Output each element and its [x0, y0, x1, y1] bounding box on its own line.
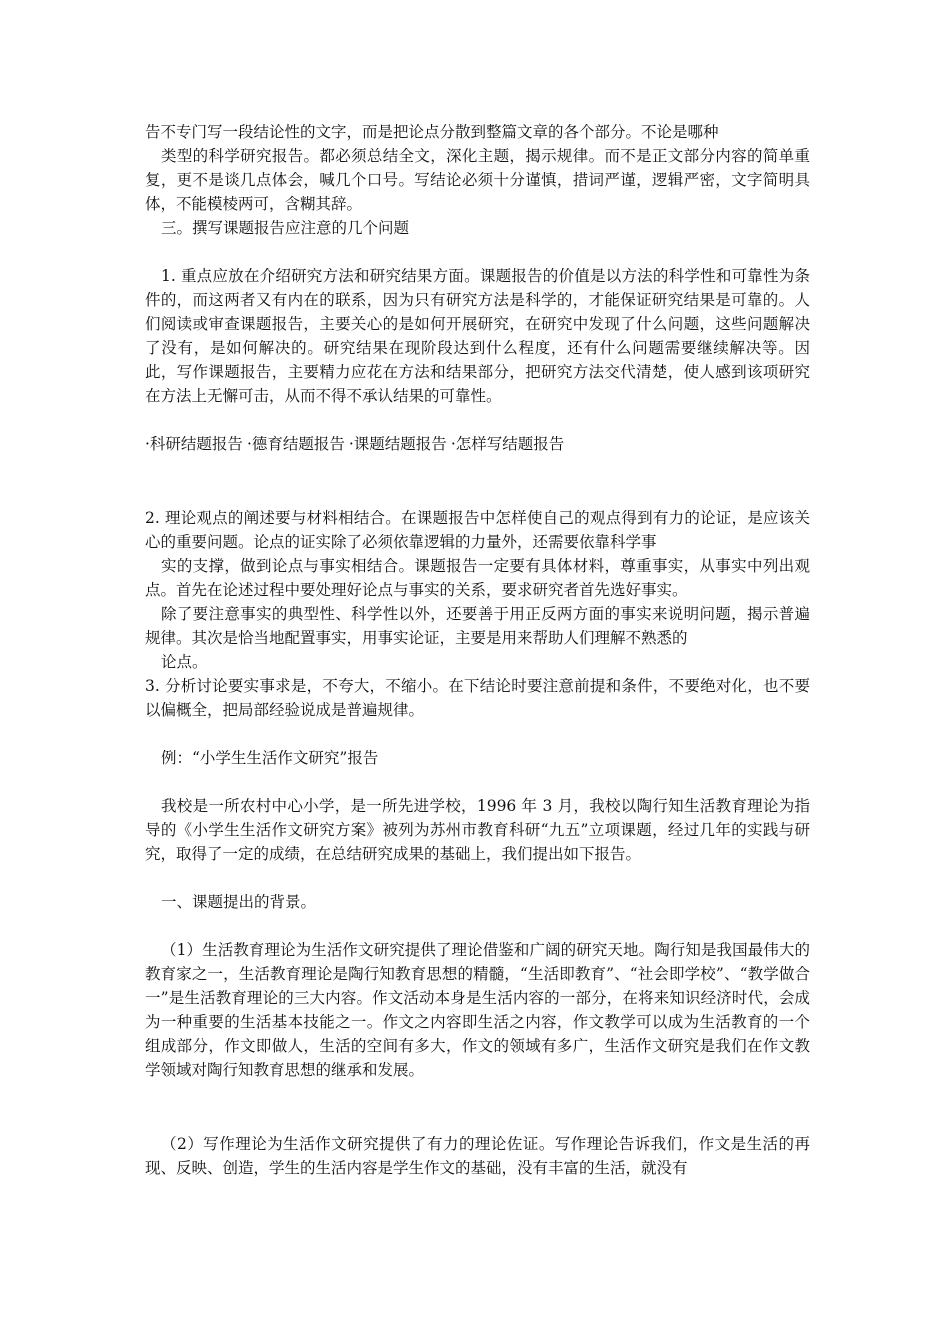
document-page [145, 120, 810, 1180]
paragraph-point-2: 2. 理论观点的阐述要与材料相结合。在课题报告中怎样使自己的观点得到有力的论证，是应该关心的重要问题。论点的证实除了必须依靠逻辑的力量外，还需要依靠科学事 [145, 509, 810, 551]
paragraph-point-2-end: 论点。 [161, 653, 208, 671]
paragraph-example-intro: 我校是一所农村中心小学，是一所先进学校，1996 年 3 月，我校以陶行知生活教育理论为指导的《小学生生活作文研究方案》被列为苏州市教育科研“九五”立项课题，经过几年的实践与研究，取得了一定的成绩，在总结研究成果的基础上，我们提出如下报告。 [145, 797, 810, 863]
link-how-to-write-report[interactable]: ·怎样写结题报告 [450, 435, 565, 453]
paragraph-background-2: （2）写作理论为生活作文研究提供了有力的理论佐证。写作理论告诉我们，作文是生活的再现、反映、创造，学生的生活内容是学生作文的基础，没有丰富的生活，就没有 [145, 1135, 810, 1177]
link-topic-report[interactable]: ·课题结题报告 [348, 435, 447, 453]
related-links [145, 432, 810, 456]
section-heading-background: 一、课题提出的背景。 [161, 893, 317, 911]
paragraph-point-3: 3. 分析讨论要实事求是，不夸大，不缩小。在下结论时要注意前提和条件，不要绝对化，也不要以偏概全，把局部经验说成是普遍规律。 [145, 677, 810, 719]
paragraph-conclusion-end: 告不专门写一段结论性的文字，而是把论点分散到整篇文章的各个部分。不论是哪种 [145, 123, 719, 141]
link-moral-report[interactable]: ·德育结题报告 [246, 435, 345, 453]
paragraph-point-2-cont: 实的支撑，做到论点与事实相结合。课题报告一定要有具体材料，尊重事实，从事实中列出观点。首先在论述过程中要处理好论点与事实的关系，要求研究者首先选好事实。 [145, 557, 810, 599]
paragraph-background-1: （1）生活教育理论为生活作文研究提供了理论借鉴和广阔的研究天地。陶行知是我国最伟大的教育家之一，生活教育理论是陶行知教育思想的精髓，“生活即教育”、“社会即学校”、“教学做合一”是生活教育理论的三大内容。作文活动本身是生活内容的一部分，在将来知识经济时代，会成为一种重要的生活基本技能之一。作文之内容即生活之内容，作文教学可以成为生活教育的一个组成部分，作文即做人，生活的空间有多大，作文的领域有多广，生活作文研究是我们在作文教学领域对陶行知教育思想的继承和发展。 [145, 941, 810, 1079]
paragraph-conclusion-body: 类型的科学研究报告。都必须总结全文，深化主题，揭示规律。而不是正文部分内容的简单重复，更不是谈几点体会，喊几个口号。写结论必须十分谨慎，措词严谨，逻辑严密，文字简明具体，不能模棱两可，含糊其辞。 [145, 147, 810, 213]
paragraph-point-1: 1. 重点应放在介绍研究方法和研究结果方面。课题报告的价值是以方法的科学性和可靠性为条件的，而这两者又有内在的联系，因为只有研究方法是科学的，才能保证研究结果是可靠的。人们阅读或审查课题报告，主要关心的是如何开展研究，在研究中发现了什么问题，这些问题解决了没有，是如何解决的。研究结果在现阶段达到什么程度，还有什么问题需要继续解决等。因此，写作课题报告，主要精力应花在方法和结果部分，把研究方法交代清楚，使人感到该项研究在方法上无懈可击，从而不得不承认结果的可靠性。 [145, 267, 810, 405]
paragraph-point-2-facts: 除了要注意事实的典型性、科学性以外，还要善于用正反两方面的事实来说明问题，揭示普遍规律。其次是恰当地配置事实，用事实论证，主要是用来帮助人们理解不熟悉的 [145, 605, 810, 647]
example-title: 例：“小学生生活作文研究”报告 [161, 749, 379, 767]
link-research-report[interactable]: ·科研结题报告 [145, 435, 243, 453]
section-heading-issues: 三。撰写课题报告应注意的几个问题 [161, 219, 410, 237]
